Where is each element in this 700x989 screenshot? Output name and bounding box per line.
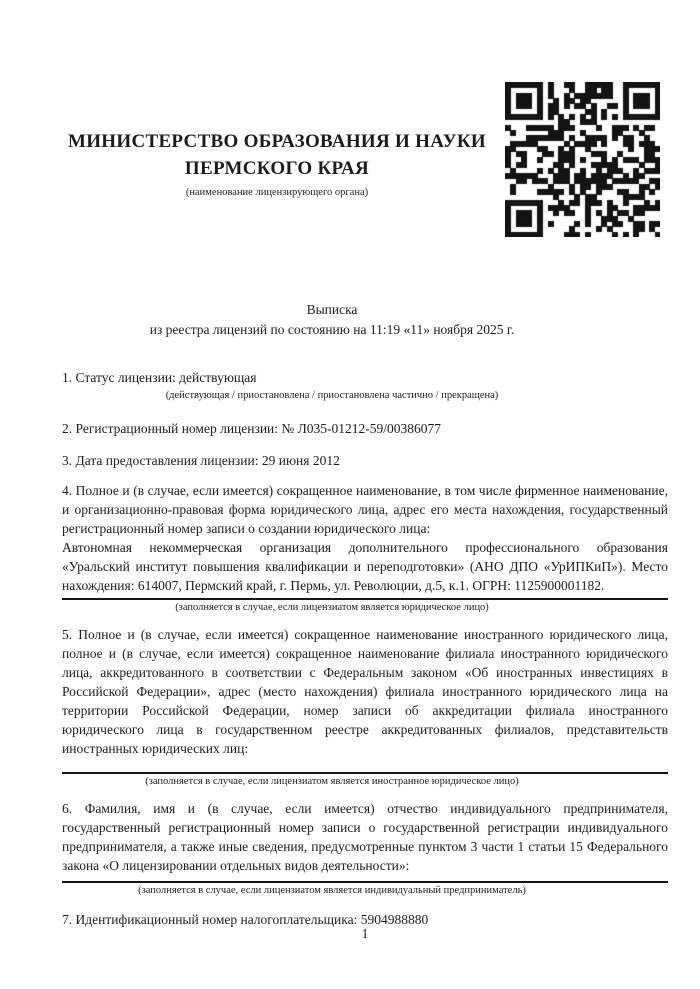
foreign-entity-label: 5. Полное и (в случае, если имеется) сокращенное наименование иностранного юридического лица, полное и (в случае, если имеется) сокращенное наименование филиала иностранного юридического лица, аккредитованного в соответствии с Федеральным законом «Об иностранных инвестициях в Российской Федерации», адрес (место нахождения) филиала иностранного юридического лица на территории Российской Федерации, номер записи об аккредитации филиала иностранного юридического лица в государственном реестре аккредитованных филиалов, представительств иностранных юридических лиц:: [62, 627, 668, 756]
individual-entrepreneur-caption: (заполняется в случае, если лицензиатом является индивидуальный предприниматель): [138, 885, 526, 896]
document-title-block: [62, 300, 602, 340]
legal-entity-value: Автономная некоммерческая организация дополнительного профессионального образования «Уральский институт повышения квалификации и переподготовки» (АНО ДПО «УрИПКиП»). Место нахождения: 614007, Пермский край, г. Пермь, ул. Революции, д.5, к.1. ОГРН: 1125900001182.: [62, 540, 668, 593]
licensing-authority-caption: (наименование лицензирующего органа): [185, 187, 369, 198]
qr-code-canvas: [505, 82, 660, 237]
header-block: [62, 128, 492, 200]
ministry-name-line2: ПЕРМСКОГО КРАЯ: [184, 158, 370, 179]
legal-entity-label: 4. Полное и (в случае, если имеется) сокращенное наименование, в том числе фирменное наименование, и организационно-правовая форма юридического лица, адрес его места нахождения, государственный регистрационный номер записи о создании юридического лица:: [62, 483, 668, 536]
qr-code-icon: [505, 82, 660, 237]
foreign-entity-section: [62, 625, 668, 789]
license-status-line: 1. Статус лицензии: действующая: [62, 370, 257, 385]
page-number: 1: [361, 926, 369, 941]
legal-entity-section: [62, 481, 668, 615]
foreign-entity-caption: (заполняется в случае, если лицензиатом является иностранное юридическое лицо): [145, 776, 519, 787]
legal-entity-caption: (заполняется в случае, если лицензиатом является юридическое лицо): [175, 602, 489, 613]
ministry-name-line1: МИНИСТЕРСТВО ОБРАЗОВАНИЯ И НАУКИ: [67, 131, 487, 152]
grant-date-line: 3. Дата предоставления лицензии: 29 июня 2012: [62, 453, 340, 468]
document-subtitle: из реестра лицензий по состоянию на 11:19 «11» ноября 2025 г.: [149, 322, 515, 337]
taxpayer-number-line: 7. Идентификационный номер налогоплательщика: 5904988880: [62, 912, 429, 927]
status-options-caption: (действующая / приостановлена / приостановлена частично / прекращена): [165, 390, 499, 401]
registration-number-line: 2. Регистрационный номер лицензии: № Л035-01212-59/00386077: [62, 421, 442, 436]
document-title: Выписка: [306, 302, 358, 317]
individual-entrepreneur-label: 6. Фамилия, имя и (в случае, если имеется) отчество индивидуального предпринимателя, государственный регистрационный номер записи о государственной регистрации индивидуального предпринимателя, а также иные сведения, предусмотренные пунктом 3 части 1 статьи 15 Федерального закона «О лицензировании отдельных видов деятельности»:: [62, 801, 668, 873]
individual-entrepreneur-section: [62, 799, 668, 898]
